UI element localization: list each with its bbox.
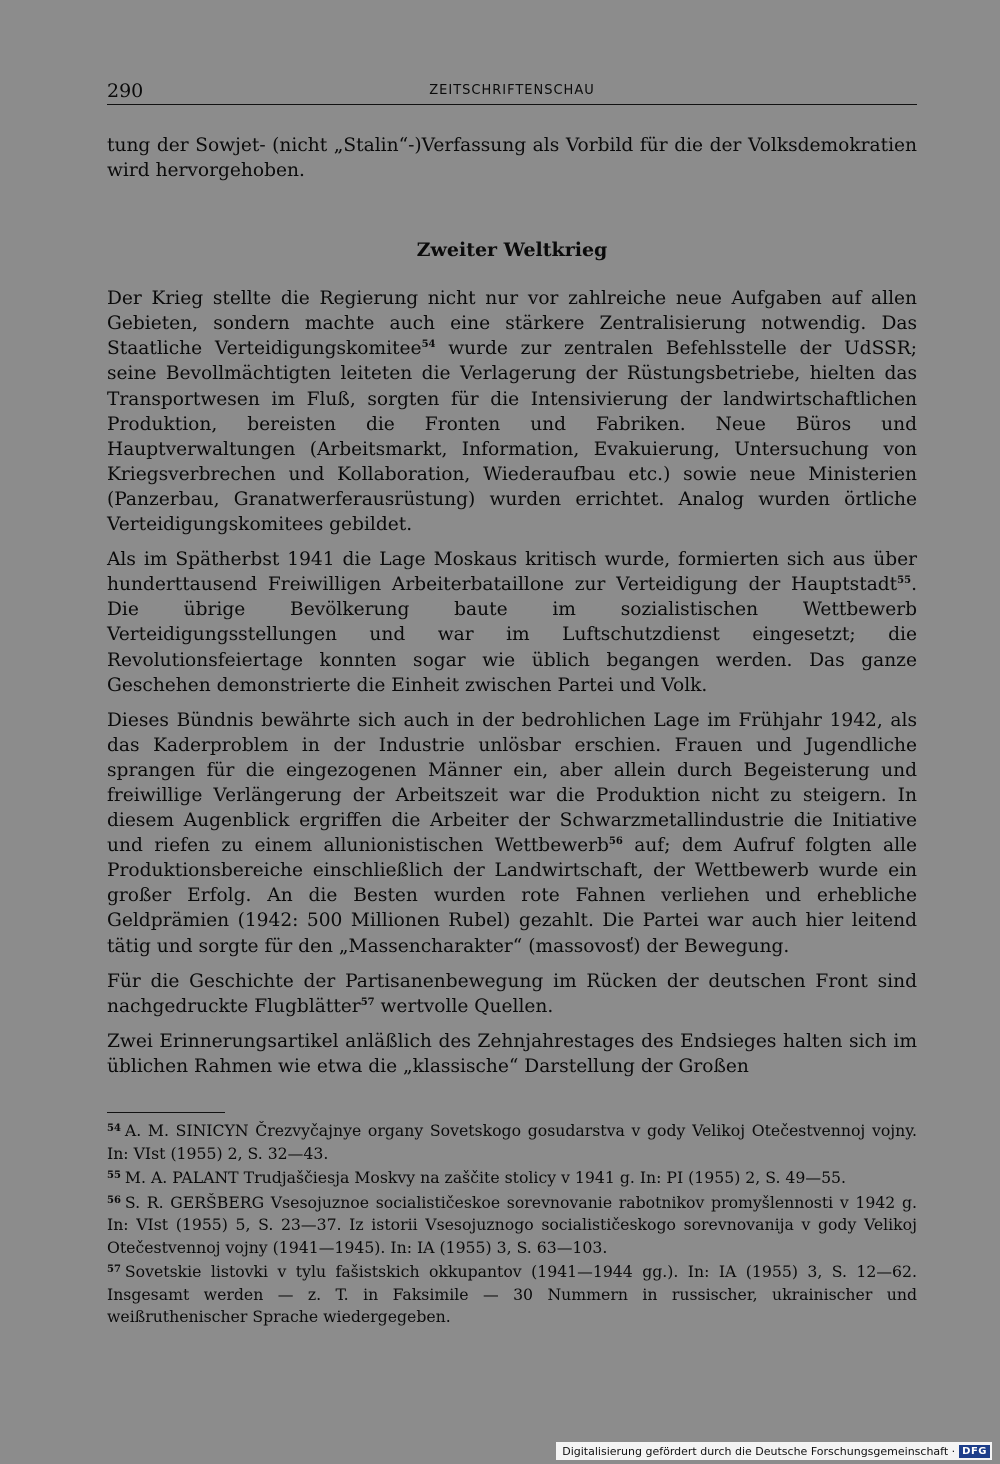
footnote-mark: 56 [107,1194,121,1206]
paragraph-text: Für die Geschichte der Partisanenbewegung im Rücken der deutschen Front sind nachgedruckte Flugblätter [107,970,917,1017]
header-rule [107,104,917,105]
credit-text: Digitalisierung gefördert durch die Deutsche Forschungsgemeinschaft · [562,1444,956,1458]
paragraph-5: Zwei Erinnerungsartikel anläßlich des Zehnjahrestages des Endsieges halten sich im üblichen Rahmen wie etwa die „klassische“ Darstellung der Großen [107,1030,917,1077]
footnote-ref-57[interactable]: 57 [360,996,375,1008]
running-title: ZEITSCHRIFTENSCHAU [429,83,595,98]
section-heading: Zweiter Weltkrieg [416,239,608,262]
footnote-ref-56[interactable]: 56 [608,836,623,848]
paragraph-text: Als im Spätherbst 1941 die Lage Moskaus kritisch wurde, formierten sich aus über hunderttausend Freiwilligen Arbeiterbataillone zur Verteidigung der Hauptstadt [107,549,917,596]
footnote-ref-54[interactable]: 54 [421,339,436,351]
paragraph-text: Der Krieg stellte die Regierung nicht nur vor zahlreiche neue Aufgaben auf allen Gebieten, sondern machte auch eine stärkere Zentralisierung notwendig. Das Staatliche Verteidigungskomitee [107,288,917,360]
continuation-paragraph: tung der Sowjet- (nicht „Stalin“-)Verfassung als Vorbild für die der Volksdemokratien wird hervorgehoben. [107,135,917,182]
paragraph-2 [107,547,917,698]
footnote-56 [107,1190,917,1260]
paragraph-text: Dieses Bündnis bewährte sich auch in der bedrohlichen Lage im Frühjahr 1942, als das Kaderproblem in der Industrie unlösbar erschien. Frauen und Jugendliche sprangen für die eingezogenen Männer ein, aber allein durch Begeisterung und freiwillige Verlängerung der Arbeitszeit war die Produktion nicht zu steigern. In diesem Augenblick ergriffen die Arbeiter der Schwarzmetallindustrie die Initiative und riefen zu einem allunionistischen Wettbewerb [107,709,917,857]
body-text [107,133,917,1089]
paragraph-text: wurde zur zentralen Befehlsstelle der UdSSR; seine Bevollmächtigten leiteten die Verlagerung der Rüstungsbetriebe, hielten das Transportwesen im Fluß, sorgten für die Intensivierung der landwirtschaftlichen Produktion, bereisten die Fronten und Fabriken. Neue Büros und Hauptverwaltungen (Arbeitsmarkt, Information, Evakuierung, Untersuchung von Kriegsverbrechen und Kollaboration, Wiederaufbau etc.) sowie neue Ministerien (Panzerbau, Granatwerferausrüstung) wurden errichtet. Analog wurden örtliche Verteidigungskomitees gebildet. [107,338,917,536]
footnote-text: S. R. GERŠBERG Vsesojuznoe socialističeskoe sorevnovanie rabotnikov promyšlennosti v 1942 g. In: VIst (1955) 5, S. 23—37. Iz istorii Vsesojuznogo socialističeskogo sorevnovanija v gody Velikoj Otečestvennoj vojny (1941—1945). In: IA (1955) 3, S. 63—103. [107,1192,917,1257]
paragraph-text: auf; dem Aufruf folgten alle Produktionsbereiche einschließlich der Landwirtschaft, der Wettbewerb wurde ein großer Erfolg. An die Besten wurden rote Fahnen verliehen und erhebliche Geldprämien (1942: 500 Millionen Rubel) gezahlt. Die Partei war auch hier leitend tätig und sorgte für den „Massencharakter“ (massovosť) der Bewegung. [107,835,917,957]
digitization-credit [556,1442,992,1460]
footnote-text: Sovetskie listovki v tylu fašistskich okkupantov (1941—1944 gg.). In: IA (1955) 3, S. 12—62. Insgesamt werden — z. T. in Faksimile — 30 Nummern in russischer, ukrainischer und weißruthenischer Sprache wiedergegeben. [107,1262,917,1326]
footnote-text: A. M. SINICYN Črezvyčajnye organy Sovetskogo gosudarstva v gody Velikoj Otečestvennoj vojny. In: VIst (1955) 2, S. 32—43. [107,1121,917,1163]
footnote-mark: 55 [107,1170,121,1181]
footnote-55 [107,1165,917,1190]
footnotes [107,1118,917,1329]
paragraph-text: . Die übrige Bevölkerung baute im sozialistischen Wettbewerb Verteidigungsstellungen und war im Luftschutzdienst eingesetzt; die Revolutionsfeiertage konnten sogar wie üblich begangen werden. Das ganze Geschehen demonstrierte die Einheit zwischen Partei und Volk. [107,574,917,696]
footnote-mark: 54 [107,1123,121,1134]
footnote-mark: 57 [107,1264,121,1275]
footnote-text: M. A. PALANT Trudjaščiesja Moskvy na zaščite stolicy v 1941 g. In: PI (1955) 2, S. 49—55. [124,1168,847,1187]
footnote-57 [107,1259,917,1329]
paragraph-3 [107,708,917,959]
paragraph-text: wertvolle Quellen. [374,995,554,1017]
paragraph-1 [107,286,917,537]
footnote-ref-55[interactable]: 55 [897,575,912,587]
running-header [107,80,917,104]
footnote-54 [107,1118,917,1165]
page-number: 290 [107,80,144,102]
paragraph-4 [107,969,917,1019]
footnote-rule [107,1112,225,1113]
dfg-logo-icon: DFG [959,1445,990,1458]
